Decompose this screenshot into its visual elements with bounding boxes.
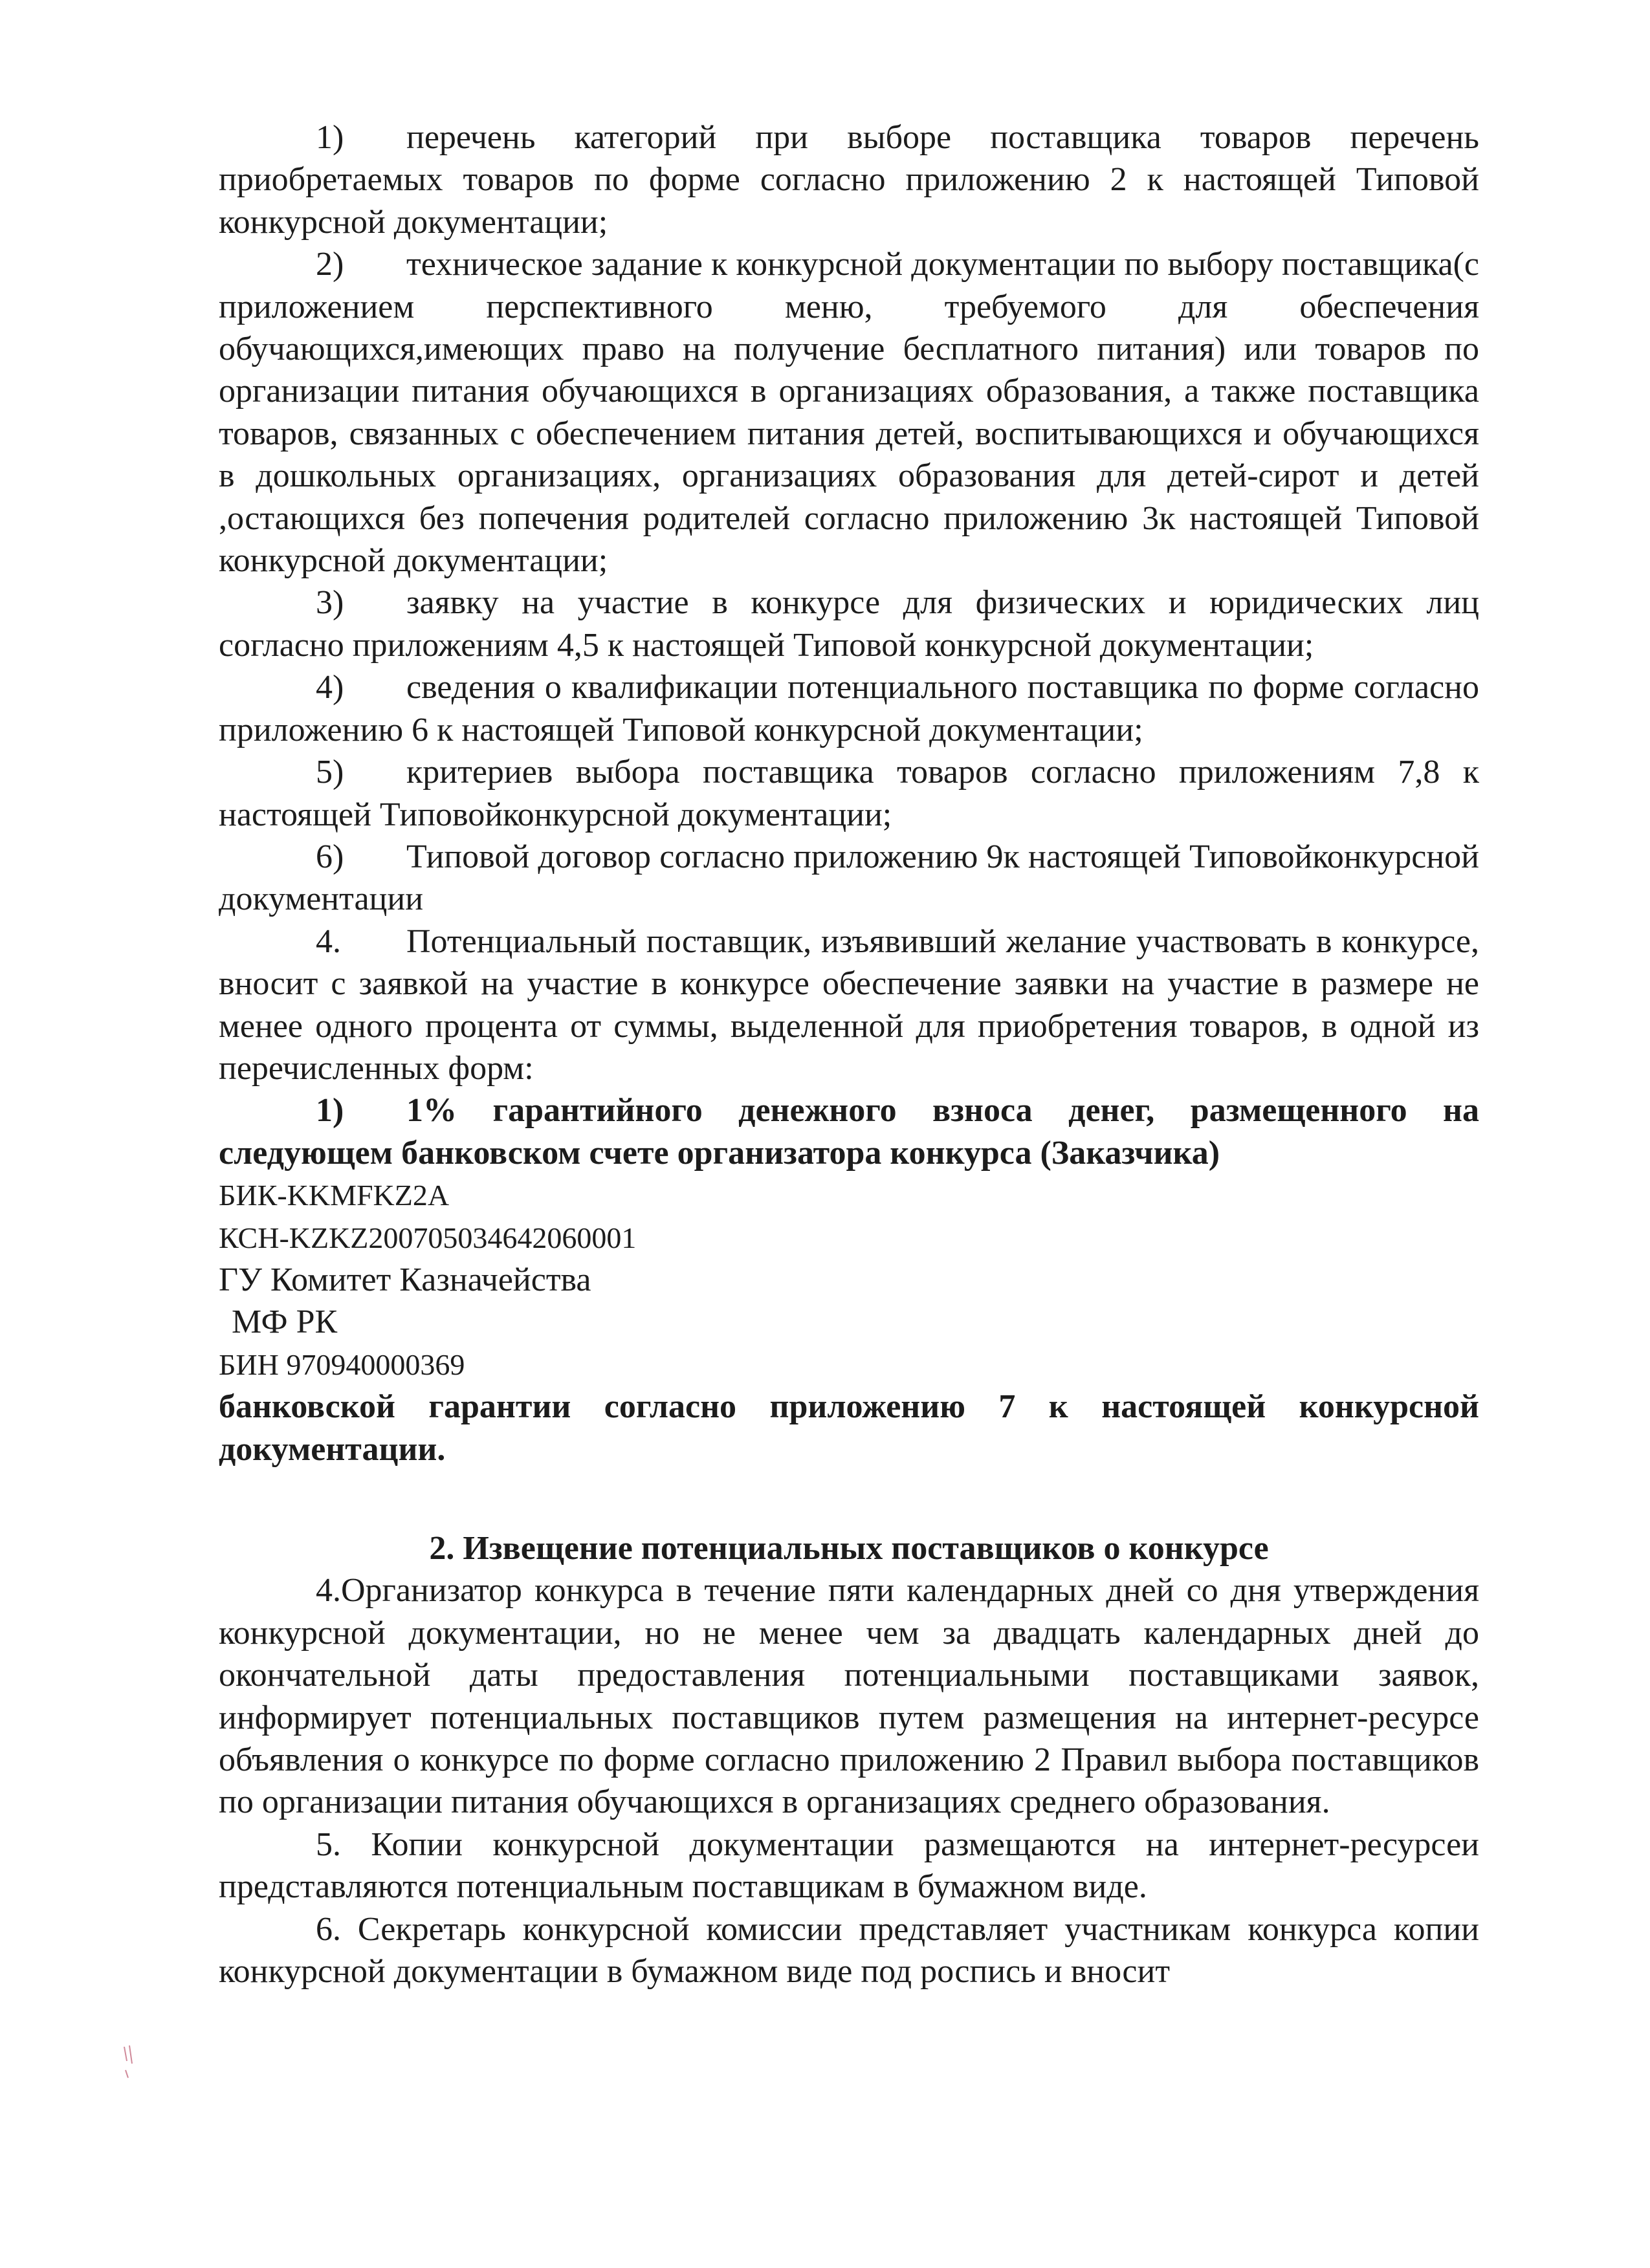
paragraph-4 bbox=[219, 921, 1479, 1090]
bank-guarantee: банковской гарантии согласно приложению 7 к настоящей конкурсной документации. bbox=[219, 1388, 1479, 1468]
list-item-text: техническое задание к конкурсной документации по выбору поставщика(с приложением перспективного меню, требуемого для обеспечения обучающихся,имеющих право на получение бесплатного питания) или товаров по организации питания обучающихся в организациях образования, а также поставщика товаров, связанных с обеспечением питания детей, воспитывающихся и обучающихся в дошкольных организациях, организациях образования для детей-сирот и детей ,остающихся без попечения родителей согласно приложению 3к настоящей Типовой конкурсной документации; bbox=[219, 246, 1479, 580]
guarantee-deposit bbox=[219, 1089, 1479, 1174]
bank-org: ГУ Комитет Казначейства bbox=[219, 1261, 591, 1298]
bank-bin: БИН 970940000369 bbox=[219, 1347, 465, 1381]
list-item-text: заявку на участие в конкурсе для физических и юридических лиц согласно приложениям 4,5 к настоящей Типовой конкурсной документации; bbox=[219, 584, 1479, 664]
bank-ministry: МФ РК bbox=[232, 1303, 338, 1341]
list-item-4 bbox=[219, 666, 1479, 751]
list-item-3 bbox=[219, 582, 1479, 666]
list-item-2 bbox=[219, 243, 1479, 582]
section-paragraph-4: 4.Организатор конкурса в течение пяти календарных дней со дня утверждения конкурсной документации, но не менее чем за двадцать календарных дней до окончательной даты предоставления потенциальными поставщиками заявок, информирует потенциальных поставщиков путем размещения на интернет-ресурсе объявления о конкурсе по форме согласно приложению 2 Правил выбора поставщиков по организации питания обучающихся в организациях среднего образования. bbox=[219, 1572, 1479, 1821]
guarantee-text: 1% гарантийного денежного взноса денег, размещенного на следующем банковском счете организатора конкурса (Заказчика) bbox=[219, 1092, 1479, 1172]
list-item-number: 1) bbox=[316, 119, 344, 156]
list-item-1 bbox=[219, 116, 1479, 243]
paragraph-text: Потенциальный поставщик, изъявивший желание участвовать в конкурсе, вносит с заявкой на участие в конкурсе обеспечение заявки на участие в размере не менее одного процента от суммы, выделенной для приобретения товаров, в одной из перечисленных форм: bbox=[219, 922, 1479, 1087]
section-paragraph-6: 6. Секретарь конкурсной комиссии представляет участникам конкурса копии конкурсной документации в бумажном виде под роспись и вносит bbox=[219, 1910, 1479, 1990]
section-paragraph-5: 5. Копии конкурсной документации размещаются на интернет-ресурсеи представляются потенциальным поставщикам в бумажном виде. bbox=[219, 1826, 1479, 1906]
list-item-text: Типовой договор согласно приложению 9к настоящей Типовойконкурсной документации bbox=[219, 838, 1479, 918]
list-item-number: 5) bbox=[316, 754, 344, 791]
bank-bik: БИК-KKMFKZ2A bbox=[219, 1179, 450, 1212]
list-item-6 bbox=[219, 836, 1479, 921]
list-item-5 bbox=[219, 751, 1479, 836]
list-item-number: 6) bbox=[316, 838, 344, 875]
scan-mark-icon bbox=[120, 2042, 140, 2080]
guarantee-number: 1) bbox=[316, 1092, 344, 1129]
list-item-text: сведения о квалификации потенциального поставщика по форме согласно приложению 6 к настоящей Типовой конкурсной документации; bbox=[219, 669, 1479, 748]
bank-ksn: КСН-KZKZ200705034642060001 bbox=[219, 1221, 637, 1254]
list-item-number: 4) bbox=[316, 669, 344, 706]
document-body bbox=[219, 116, 1479, 1992]
list-item-text: перечень категорий при выборе поставщика товаров перечень приобретаемых товаров по форме согласно приложению 2 к настоящей Типовой конкурсной документации; bbox=[219, 119, 1479, 241]
list-item-number: 2) bbox=[316, 246, 344, 283]
list-item-text: критериев выбора поставщика товаров согласно приложениям 7,8 к настоящей Типовойконкурсной документации; bbox=[219, 754, 1479, 833]
list-item-number: 3) bbox=[316, 584, 344, 622]
section-heading: 2. Извещение потенциальных поставщиков о конкурсе bbox=[429, 1530, 1269, 1567]
paragraph-number: 4. bbox=[316, 922, 341, 960]
